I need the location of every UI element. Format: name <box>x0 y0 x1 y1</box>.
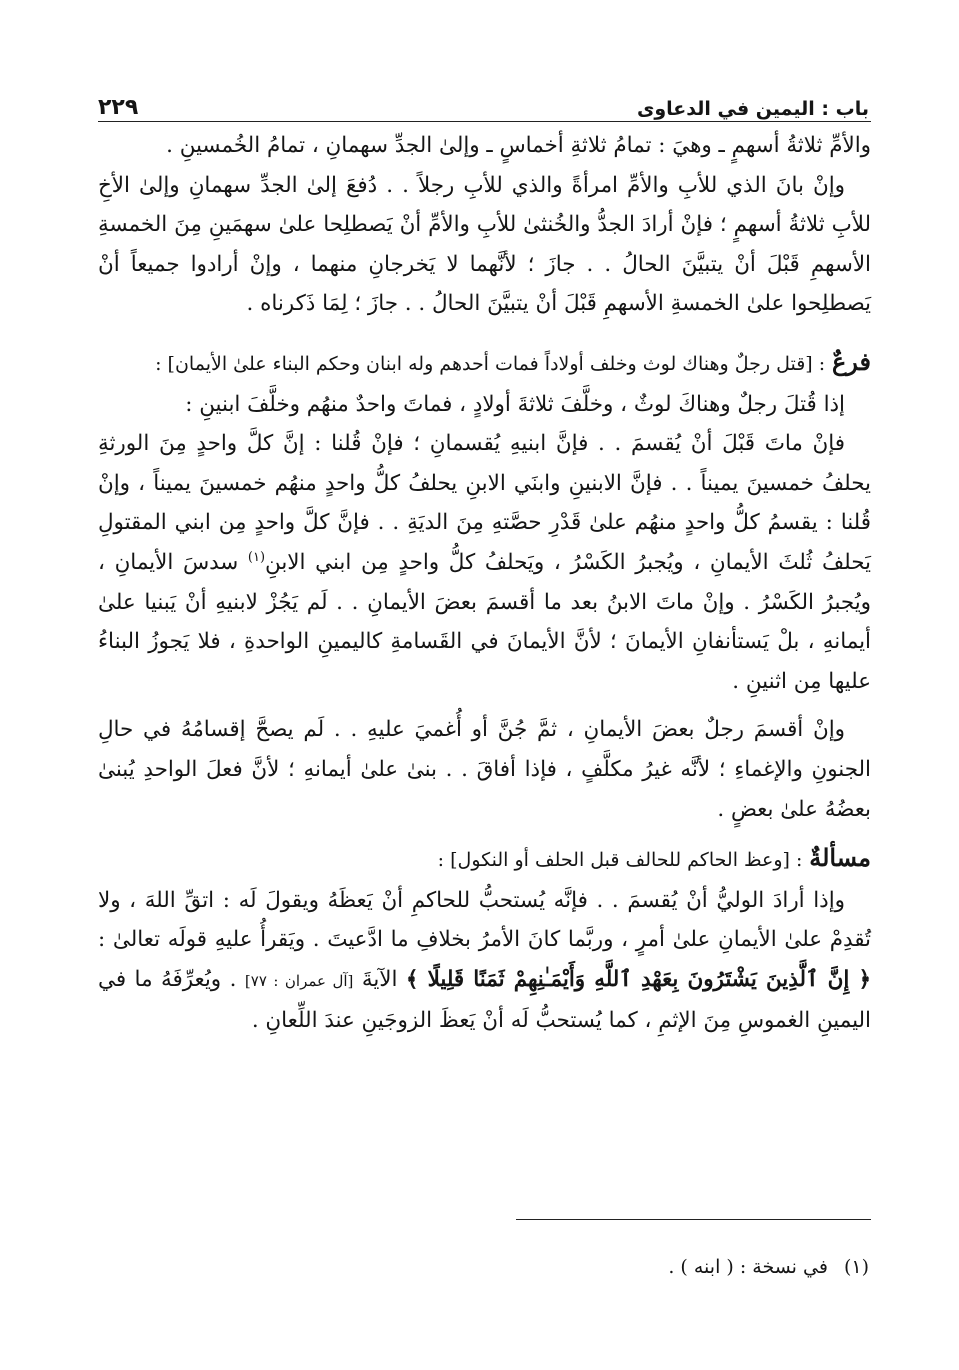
running-title: باب : اليمين في الدعاوى <box>636 98 869 120</box>
heading-label: مسألةٌ <box>809 843 871 873</box>
paragraph-text: سدسَ الأيمانِ ، ويُجبرُ الكَسْرُ . وإنْ ماتَ الابنُ بعد ما أقسمَ بعضَ الأيمانِ . . لَم يَجُزْ لابنيهِ أنْ يَبنيا علىٰ أيمانهِ ، بلْ يَستأنفانِ الأيمانَ ؛ لأنَّ الأيمانَ في القَسامةِ كاليمينِ الواحدةِ ، فلا يَجوزُ البناءُ عليها مِن اثنينِ . <box>98 549 871 694</box>
paragraph: وإنْ أقسمَ رجلٌ بعضَ الأيمانِ ، ثمَّ جُنَّ أو أُغميَ عليهِ . . لَم يصحَّ إقسامُهُ في حالِ الجنونِ والإغماءِ ؛ لأنَّه غيرُ مكلَّفٍ ، فإذا أفاقَ . . بنىٰ علىٰ أيمانهِ ؛ لأنَّ فعلَ الواحدِ يُبنىٰ بعضُهُ علىٰ بعضٍ . <box>98 717 871 822</box>
footnote-number: (١) <box>843 1256 869 1278</box>
footnote <box>98 1252 869 1282</box>
verse-reference: [آل عمران : ٧٧] <box>244 971 354 990</box>
page-number: ٢٢٩ <box>98 95 139 120</box>
paragraph-text: . ويُعرِّفَهُ ما في اليمينِ الغموسِ مِنَ الإثمِ ، كما يُستحبُّ لَه أنْ يَعظَ الزوجَينِ عندَ اللِّعانِ . <box>98 966 871 1034</box>
paragraph: وإنْ بانَ الذي للأبِ والأمِّ امرأةً والذي للأبِ رجلاً . . دُفعَ إلىٰ الجدِّ سهمانِ وإلىٰ الأخِ للأبِ ثلاثةُ أسهمٍ ؛ فإنْ أرادَ الجدُّ والخُنثىٰ للأبِ والأمِّ أنْ يَصطلِحا علىٰ سهمَينِ مِنَ الخمسةِ الأسهمِ قَبْلَ أنْ يتبيَّنَ الحالُ . . جازَ ؛ لأنَّهما لا يَخرجانِ منهما ، وإنْ أرادوا جميعاً أنْ يَصطلِحوا علىٰ الخمسةِ الأسهمِ قَبْلَ أنْ يتبيَّنَ الحالُ . . جازَ ؛ لِمَا ذَكرناه . <box>98 172 871 317</box>
header-rule <box>98 121 871 122</box>
main-text <box>98 126 871 1041</box>
footnote-text: في نسخة : ( ابنه ) . <box>668 1256 828 1278</box>
paragraph-text: فإنْ ماتَ قَبْلَ أنْ يُقسمَ . . فإنَّ ابنيهِ يُقسمانِ ؛ فإنْ قُلنا : إنَّ كلَّ واحدٍ مِنَ الورثةِ يحلفُ خمسينَ يميناً . . فإنَّ الابنينِ وابنَي الابنِ يحلفُ كلُّ واحدٍ منهُم خمسينَ يميناً ، وإنْ قُلنا : يقسمُ كلُّ واحدٍ منهُم علىٰ قَدْرِ حصَّتهِ مِنَ الديَةِ . . فإنَّ كلَّ واحدٍ مِن ابني المقتولِ يَحلفُ ثُلثَ الأيمانِ ، ويُجبرُ الكَسْرُ ، ويَحلفُ كلُّ واحدٍ مِن ابني الابنِ <box>98 431 871 575</box>
paragraph-spacer <box>98 701 871 710</box>
section-spacer <box>98 829 871 838</box>
paragraph: إذا قُتلَ رجلٌ وهناكَ لوثٌ ، وخلَّفَ ثلاثةَ أولادٍ ، فماتَ واحدٌ منهُم وخلَّفَ ابنينِ : <box>185 391 845 417</box>
paragraph: والأمِّ ثلاثةُ أسهمٍ ـ وهيَ : تمامُ ثلاثةِ أخماسٍ ـ وإلىٰ الجدِّ سهمانِ ، تمامُ الخُمسينِ . <box>166 133 871 158</box>
running-header <box>98 86 869 120</box>
footnote-rule <box>516 1219 871 1220</box>
heading-title: : [قتل رجلٌ وهناك لوث وخلف أولاداً فمات أحدهم وله ابنان وحكم البناء علىٰ الأيمان] : <box>155 352 826 375</box>
paragraph-text: وإذا أرادَ الوليُّ أنْ يُقسمَ . . فإنَّه يُستحبُّ للحاكمِ أنْ يَعظَهُ ويقولَ لَه : اتقِّ اللهَ ، ولا تُقدِمْ علىٰ الأيمانِ علىٰ أمرٍ ، وربَّما كانَ الأمرُ بخلافِ ما ادَّعيتَ . ويَقرأُ عليهِ قولَه تعالىٰ : <box>98 887 871 953</box>
heading-label: فرعٌ <box>831 346 871 376</box>
footnote-marker: (١) <box>247 549 266 565</box>
paragraph-text: الآيةَ <box>353 966 406 992</box>
section-spacer <box>98 324 871 342</box>
paragraph <box>98 424 871 701</box>
section-heading-far <box>98 342 871 385</box>
paragraph <box>98 881 871 1041</box>
section-heading-masala <box>98 838 871 881</box>
heading-title: : [وعظ الحاكم للحالف قبل الحلف أو النكول] : <box>437 849 803 872</box>
quran-verse: ﴿ إِنَّ ٱلَّذِينَ يَشْتَرُونَ بِعَهْدِ ٱللَّهِ وَأَيْمَـٰنِهِمْ ثَمَنًا قَلِيلًا ﴾ <box>405 966 871 992</box>
